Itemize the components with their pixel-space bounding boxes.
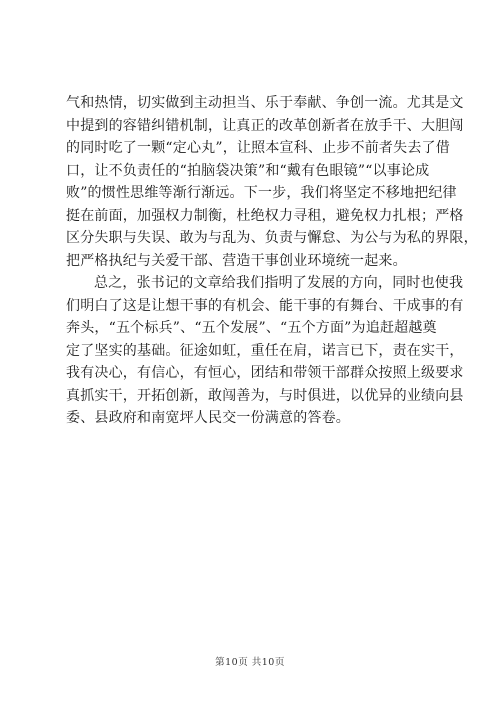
text-line: 败”的惯性思维等渐行渐远。下一步，我们将坚定不移地把纪律: [66, 185, 457, 201]
text-line: 口，让不负责任的“拍脑袋决策”和“戴有色眼镜”“以事论成: [66, 162, 430, 179]
paragraph-1: [66, 92, 478, 272]
text-line: 真抓实干，开拓创新，敢闯善为，与时俱进，以优异的业绩向县: [66, 387, 464, 404]
text-line: 的同时吃了一颗“定心丸”，让照本宣科、止步不前者失去了借: [66, 140, 450, 156]
text-line: 气和热情，切实做到主动担当、乐于奉献、争创一流。尤其是文: [66, 95, 464, 111]
text-line: 定了坚实的基础。征途如虹，重任在肩，诺言已下，责在实干，: [66, 342, 464, 359]
text-line: 把严格执纪与关爱干部、营造干事创业环境统一起来。: [66, 252, 407, 269]
text-line: 总之，张书记的文章给我们指明了发展的方向，同时也使我: [94, 275, 464, 291]
text-line: 挺在前面，加强权力制衡，杜绝权力寻租，避免权力扎根；严格: [66, 207, 464, 224]
text-line: 们明白了这是让想干事的有机会、能干事的有舞台、干成事的有: [66, 297, 464, 314]
document-body: [66, 92, 478, 430]
text-line: 委、县政府和南宽坪人民交一份满意的答卷。: [66, 410, 350, 426]
text-line: 区分失职与失误、敢为与乱为、负责与懈怠、为公与为私的界限，: [66, 230, 478, 246]
page-footer: 第10页 共10页: [215, 657, 285, 668]
text-line: 我有决心，有信心，有恒心，团结和带领干部群众按照上级要求: [66, 365, 464, 381]
text-line: 中提到的容错纠错机制，让真正的改革创新者在放手干、大胆闯: [66, 117, 464, 134]
paragraph-2: [66, 272, 464, 430]
text-line: 奔头，“五个标兵”、“五个发展”、“五个方面”为追赶超越奠: [66, 320, 437, 336]
